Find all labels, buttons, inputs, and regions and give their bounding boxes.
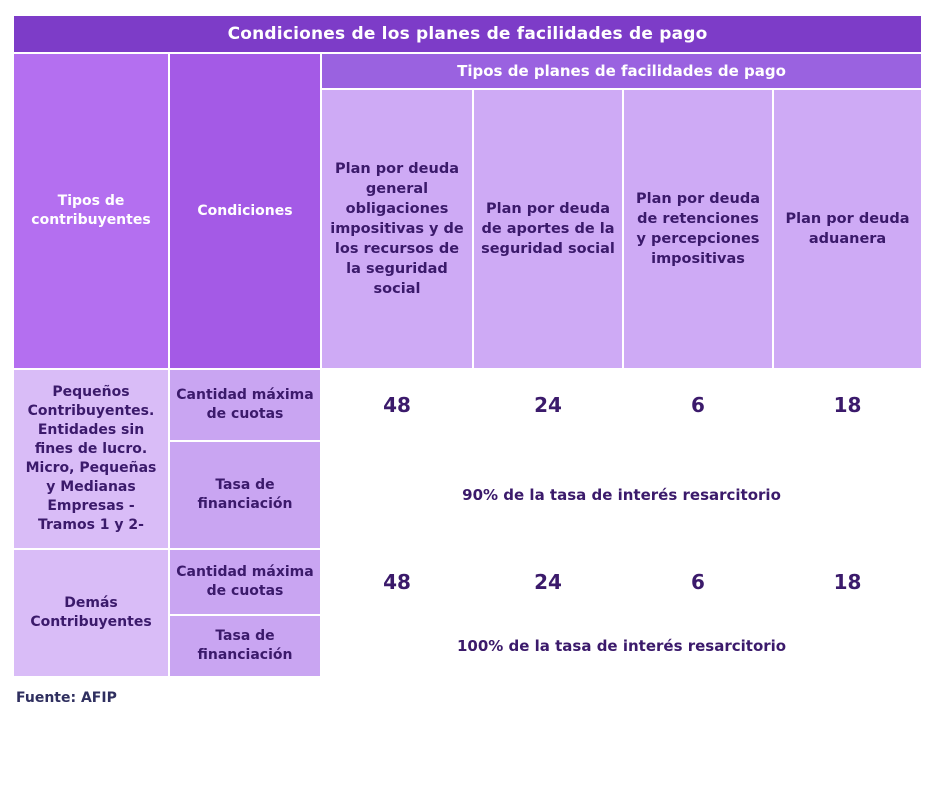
- condition-label-max-quotas-row1: Cantidad máxima de cuotas: [169, 369, 321, 441]
- source-caption: Fuente: AFIP: [16, 690, 117, 706]
- plan-column-customs-debt: Plan por deuda aduanera: [773, 89, 922, 369]
- row-label-other-taxpayers: Demás Contribuyentes: [13, 549, 169, 677]
- value-financing-rate-row2: 100% de la tasa de interés resarcitorio: [321, 615, 922, 677]
- value-quotas-social-security-row1: 24: [473, 369, 623, 441]
- value-financing-rate-row1: 90% de la tasa de interés resarcitorio: [321, 441, 922, 549]
- table-title-row: [13, 15, 922, 53]
- column-header-taxpayer-types: Tipos de contribuyentes: [13, 53, 169, 369]
- value-quotas-general-row1: 48: [321, 369, 473, 441]
- value-quotas-general-row2: 48: [321, 549, 473, 615]
- table-group-header-row: [13, 53, 922, 89]
- page-title: Condiciones de los planes de facilidades de pago: [13, 15, 922, 53]
- value-quotas-withholdings-row1: 6: [623, 369, 773, 441]
- table-row: [13, 369, 922, 441]
- row-label-small-taxpayers: Pequeños Contribuyentes. Entidades sin fines de lucro. Micro, Pequeñas y Medianas Empresas -Tramos 1 y 2-: [13, 369, 169, 549]
- value-quotas-social-security-row2: 24: [473, 549, 623, 615]
- value-quotas-customs-row1: 18: [773, 369, 922, 441]
- condition-label-max-quotas-row2: Cantidad máxima de cuotas: [169, 549, 321, 615]
- condition-label-financing-rate-row1: Tasa de financiación: [169, 441, 321, 549]
- group-header-plan-types: Tipos de planes de facilidades de pago: [321, 53, 922, 89]
- plan-column-general-tax: Plan por deuda general obligaciones impositivas y de los recursos de la seguridad social: [321, 89, 473, 369]
- value-quotas-customs-row2: 18: [773, 549, 922, 615]
- plan-column-social-security-contributions: Plan por deuda de aportes de la seguridad social: [473, 89, 623, 369]
- payment-plan-conditions-table: [12, 14, 923, 678]
- plan-column-withholdings: Plan por deuda de retenciones y percepciones impositivas: [623, 89, 773, 369]
- table-row: [13, 549, 922, 615]
- value-quotas-withholdings-row2: 6: [623, 549, 773, 615]
- column-header-conditions: Condiciones: [169, 53, 321, 369]
- condition-label-financing-rate-row2: Tasa de financiación: [169, 615, 321, 677]
